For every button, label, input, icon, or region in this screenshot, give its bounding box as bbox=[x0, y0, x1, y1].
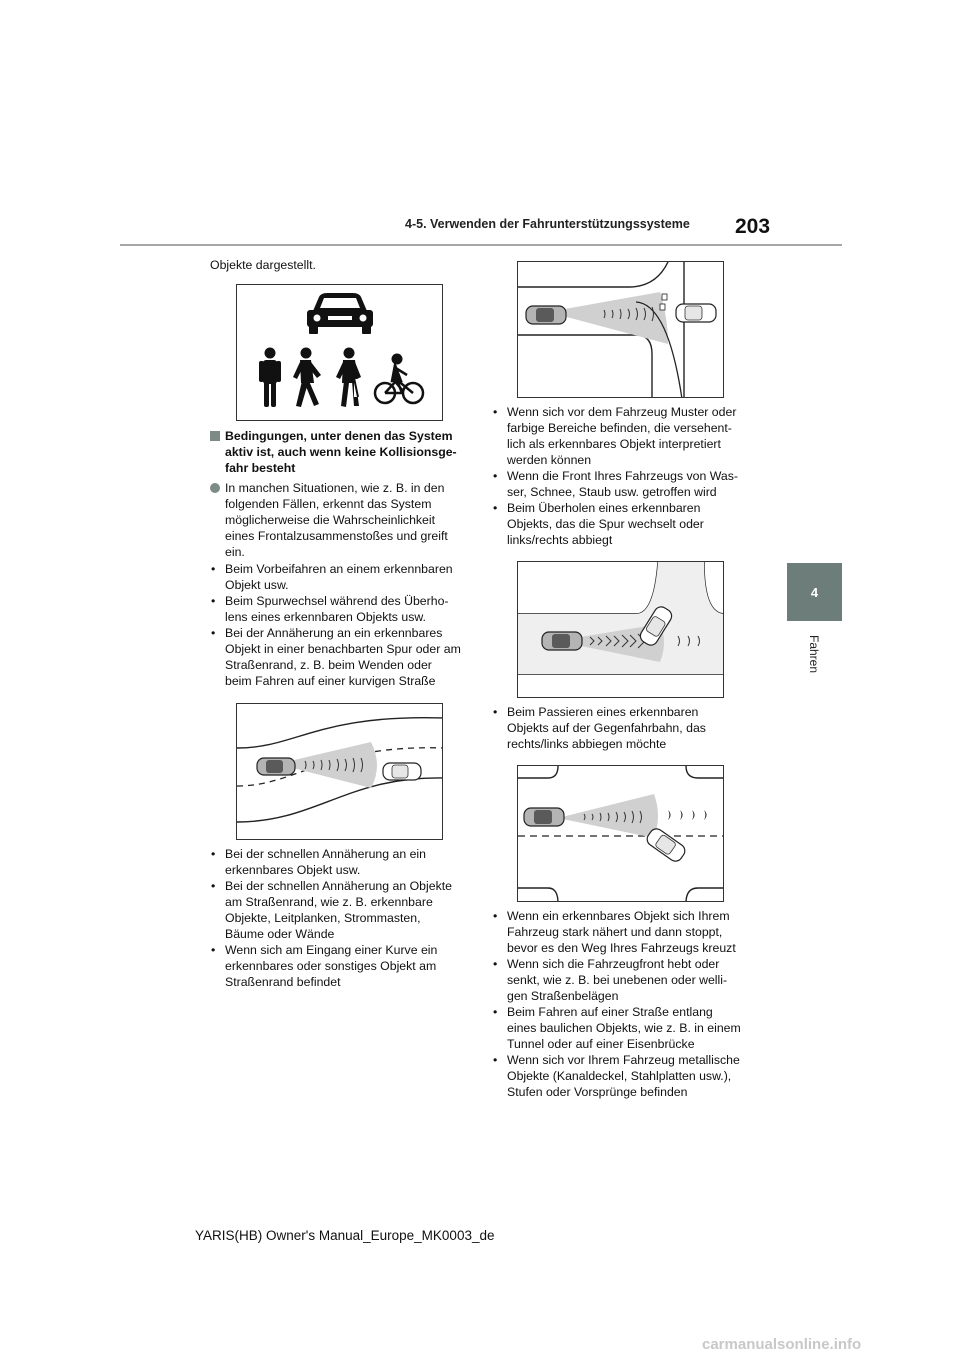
list-item-line: lich als erkennbares Objekt interpretiert bbox=[507, 437, 721, 452]
list-item-line: bevor es den Weg Ihres Fahrzeugs kreuzt bbox=[507, 941, 736, 956]
list-item-line: farbige Bereiche befinden, die versehent- bbox=[507, 421, 732, 436]
list-item-line: Wenn sich die Fahrzeugfront hebt oder bbox=[507, 957, 720, 971]
list-item-line: Wenn sich vor Ihrem Fahrzeug metallische bbox=[507, 1053, 740, 1067]
list-item-line: Beim Überholen eines erkennbaren bbox=[507, 501, 701, 515]
bullet-dot: • bbox=[493, 1053, 498, 1067]
list-item-line: erkennbares oder sonstiges Objekt am bbox=[225, 959, 437, 974]
oncoming-turn-illustration bbox=[518, 766, 724, 902]
list-item-line: Bei der schnellen Annäherung an Objekte bbox=[225, 879, 452, 893]
circle-bullet-icon bbox=[210, 483, 220, 493]
list-item-line: Straßenrand befindet bbox=[225, 975, 341, 990]
heading-line: fahr besteht bbox=[225, 461, 296, 476]
list-item-line: Bäume oder Wände bbox=[225, 927, 335, 942]
conditions-heading bbox=[210, 428, 470, 476]
square-bullet-icon bbox=[210, 431, 220, 441]
bullet-dot: • bbox=[211, 626, 216, 640]
list-item-line: Beim Passieren eines erkennbaren bbox=[507, 705, 699, 719]
own-car-icon bbox=[526, 306, 566, 324]
standing-person-icon bbox=[259, 348, 281, 408]
chapter-label bbox=[788, 628, 840, 688]
list-item-line: Wenn ein erkennbares Objekt sich Ihrem bbox=[507, 909, 730, 923]
list-item-line: links/rechts abbiegt bbox=[507, 533, 613, 548]
list-item-line: ser, Schnee, Staub usw. getroffen wird bbox=[507, 485, 717, 500]
figure-curved-road bbox=[236, 703, 443, 840]
list-item bbox=[493, 404, 753, 468]
list-item-line: rechts/links abbiegen möchte bbox=[507, 737, 667, 752]
list-item bbox=[493, 468, 753, 500]
figure-oncoming-turn bbox=[517, 765, 724, 902]
list-item bbox=[493, 956, 763, 1004]
list-item bbox=[493, 1004, 763, 1052]
paragraph-line: In manchen Situationen, wie z. B. in den bbox=[225, 481, 445, 495]
list-item-line: Fahrzeug stark nähert und dann stoppt, bbox=[507, 925, 723, 940]
bullet-dot: • bbox=[493, 705, 498, 719]
list-item-line: Objekt usw. bbox=[225, 578, 289, 593]
target-car-icon bbox=[644, 826, 687, 864]
list-item-line: Objekte (Kanaldeckel, Stahlplatten usw.), bbox=[507, 1069, 732, 1084]
list-item-line: Wenn sich vor dem Fahrzeug Muster oder bbox=[507, 405, 737, 419]
bullet-dot: • bbox=[493, 469, 498, 483]
list-item-line: eines baulichen Objekts, wie z. B. in einem bbox=[507, 1021, 741, 1036]
own-car-icon bbox=[524, 808, 564, 826]
bullet-dot: • bbox=[493, 405, 498, 419]
curved-road-illustration bbox=[237, 704, 443, 840]
list-item-line: Bei der schnellen Annäherung an ein bbox=[225, 847, 427, 861]
person-pushing-bicycle-icon bbox=[336, 348, 361, 408]
list-item-line: gen Straßenbelägen bbox=[507, 989, 619, 1004]
chapter-tab[interactable]: 4 bbox=[787, 563, 842, 621]
list-item-line: Straßenrand, z. B. beim Wenden oder bbox=[225, 658, 432, 673]
list-item-line: erkennbares Objekt usw. bbox=[225, 863, 361, 878]
list-item bbox=[211, 561, 471, 593]
list-item bbox=[493, 704, 753, 752]
list-item-line: Beim Spurwechsel während des Überho- bbox=[225, 594, 449, 608]
list-item-line: beim Fahren auf einer kurvigen Straße bbox=[225, 674, 436, 689]
bullet-dot: • bbox=[493, 909, 498, 923]
oncoming-chevrons-icon bbox=[668, 810, 707, 820]
target-car-icon bbox=[383, 763, 421, 780]
situations-paragraph bbox=[210, 480, 470, 560]
list-item bbox=[211, 593, 471, 625]
bullet-dot: • bbox=[211, 562, 216, 576]
walking-person-icon bbox=[293, 348, 321, 408]
list-item-line: Bei der Annäherung an ein erkennbares bbox=[225, 626, 443, 640]
figure-intersection-turn bbox=[517, 261, 724, 398]
paragraph-line: ein. bbox=[225, 545, 245, 560]
bullet-dot: • bbox=[211, 847, 216, 861]
chapter-label-text: Fahren bbox=[807, 634, 821, 674]
list-item-line: Objekts, das die Spur wechselt oder bbox=[507, 517, 704, 532]
figure-recognizable-objects bbox=[236, 284, 443, 421]
own-car-icon bbox=[542, 632, 582, 650]
paragraph-line: möglicherweise die Wahrscheinlichkeit bbox=[225, 513, 436, 528]
list-item-line: Beim Vorbeifahren an einem erkennbaren bbox=[225, 562, 453, 576]
paragraph-line: folgenden Fällen, erkennt das System bbox=[225, 497, 432, 512]
list-item bbox=[211, 846, 471, 878]
list-item-line: Wenn sich am Eingang einer Kurve ein bbox=[225, 943, 438, 957]
list-item-line: Wenn die Front Ihres Fahrzeugs von Was- bbox=[507, 469, 739, 483]
heading-line: aktiv ist, auch wenn keine Kollisionsge- bbox=[225, 445, 457, 460]
watermark[interactable]: carmanualsonline.info bbox=[702, 1336, 862, 1353]
list-item bbox=[211, 878, 476, 942]
bullet-dot: • bbox=[493, 957, 498, 971]
paragraph-line: eines Frontalzusammenstoßes und greift bbox=[225, 529, 448, 544]
footer-text: YARIS(HB) Owner's Manual_Europe_MK0003_de bbox=[195, 1228, 495, 1243]
overtaking-turn-illustration bbox=[518, 562, 724, 698]
bullet-dot: • bbox=[211, 879, 216, 893]
cyclist-icon bbox=[375, 354, 423, 404]
target-car-icon bbox=[676, 304, 716, 322]
figure-overtaking-turn bbox=[517, 561, 724, 698]
header-divider bbox=[120, 244, 842, 246]
list-item-line: am Straßenrand, wie z. B. erkennbare bbox=[225, 895, 433, 910]
intro-text: Objekte dargestellt. bbox=[210, 258, 316, 272]
objects-illustration bbox=[237, 285, 443, 421]
bullet-dot: • bbox=[211, 594, 216, 608]
car-front-icon bbox=[307, 293, 373, 334]
list-item-line: lens eines erkennbaren Objekts usw. bbox=[225, 610, 426, 625]
section-title: 4-5. Verwenden der Fahrunterstützungssysteme bbox=[405, 217, 690, 231]
heading-line: Bedingungen, unter denen das System bbox=[225, 429, 453, 443]
list-item bbox=[211, 625, 476, 689]
page-number: 203 bbox=[735, 215, 771, 238]
bullet-dot: • bbox=[493, 1005, 498, 1019]
list-item-line: Objekte, Leitplanken, Strommasten, bbox=[225, 911, 421, 926]
intersection-turn-illustration bbox=[518, 262, 724, 398]
list-item-line: Objekts auf der Gegenfahrbahn, das bbox=[507, 721, 706, 736]
bullet-dot: • bbox=[493, 501, 498, 515]
list-item bbox=[211, 942, 471, 990]
list-item-line: werden können bbox=[507, 453, 592, 468]
list-item-line: Objekt in einer benachbarten Spur oder am bbox=[225, 642, 461, 657]
bullet-dot: • bbox=[211, 943, 216, 957]
list-item-line: Stufen oder Vorsprünge befinden bbox=[507, 1085, 688, 1100]
list-item-line: senkt, wie z. B. bei unebenen oder welli- bbox=[507, 973, 728, 988]
own-car-icon bbox=[257, 758, 295, 775]
list-item bbox=[493, 1052, 763, 1100]
list-item bbox=[493, 500, 753, 548]
list-item bbox=[493, 908, 763, 956]
list-item-line: Beim Fahren auf einer Straße entlang bbox=[507, 1005, 713, 1019]
list-item-line: Tunnel oder auf einer Eisenbrücke bbox=[507, 1037, 695, 1052]
